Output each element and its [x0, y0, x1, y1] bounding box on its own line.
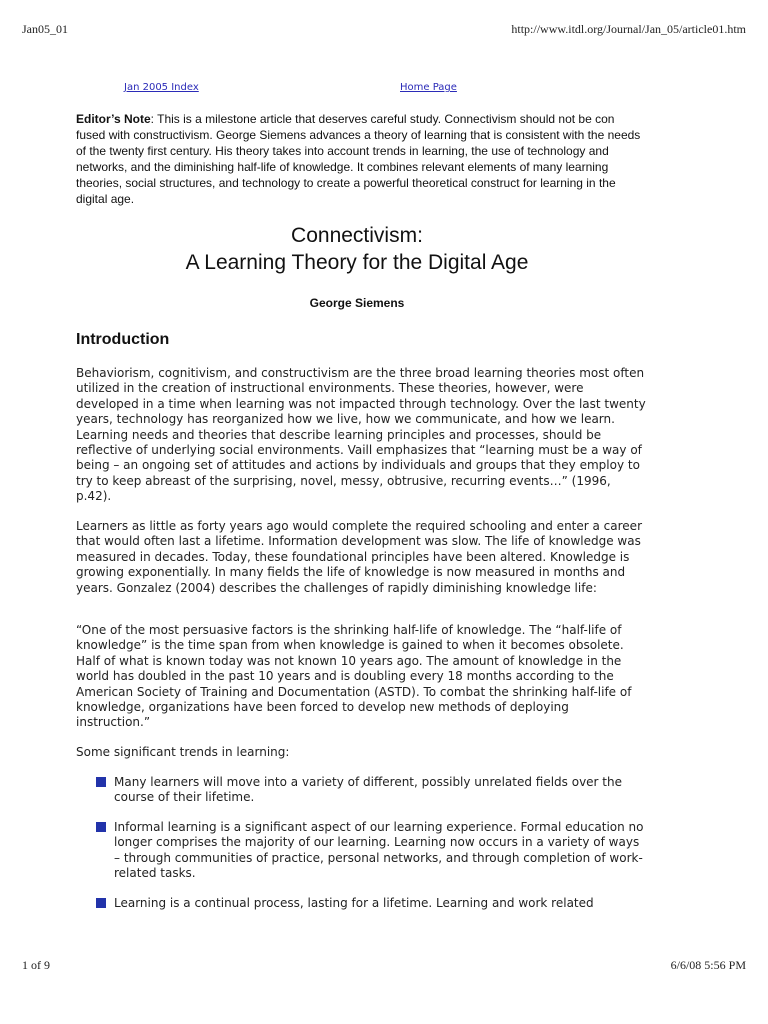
- editor-note-text: : This is a milestone article that deserves careful study. Connectivism should not be con fused with constructivism. George Siemens advances a theory of learning that is consistent with the needs of the twenty first century. His theory takes into account trends in learning, the use of technology and networks, and the diminishing half-life of knowledge. It combines relevant elements of many learning theories, social structures, and technology to create a powerful theoretical construct for learning in the digital age.: [76, 112, 641, 206]
- list-item: [96, 775, 646, 806]
- article-title-line1: Connectivism:: [291, 224, 423, 247]
- print-timestamp: 6/6/08 5:56 PM: [670, 958, 746, 972]
- page-count: 1 of 9: [22, 958, 50, 972]
- editor-note: [76, 111, 646, 207]
- article-title: [0, 222, 714, 276]
- page-header-title: Jan05_01: [22, 22, 68, 36]
- article-title-line2: A Learning Theory for the Digital Age: [185, 251, 529, 274]
- article-author: George Siemens: [309, 296, 405, 310]
- editor-note-label: Editor’s Note: [76, 112, 151, 126]
- list-item-text: Many learners will move into a variety of different, possibly unrelated fields over the course of their lifetime.: [114, 775, 623, 805]
- bullet-square-icon: [96, 777, 106, 787]
- paragraph-2: Learners as little as forty years ago would complete the required schooling and enter a career that would often last a lifetime. Information development was slow. The life of knowledge was measured in decades. Today, these foundational principles have been altered. Knowledge is growing exponentially. In many fields the life of knowledge is now measured in months and years. Gonzalez (2004) describes the challenges of rapidly diminishing knowledge life:: [76, 519, 642, 595]
- quote-paragraph: “One of the most persuasive factors is the shrinking half-life of knowledge. The “half-life of knowledge” is the time span from when knowledge is gained to when it becomes obsolete. Half of what is known today was not known 10 years ago. The amount of knowledge in the world has doubled in the past 10 years and is doubling every 18 months according to the American Society of Training and Documentation (ASTD). To combat the shrinking half-life of knowledge, organizations have been forced to develop new methods of deploying instruction.”: [76, 623, 632, 730]
- paragraph-1: Behaviorism, cognitivism, and constructivism are the three broad learning theories most often utilized in the creation of instructional environments. These theories, however, were developed in a time when learning was not impacted through technology. Over the last twenty years, technology has reorganized how we live, how we communicate, and how we learn. Learning needs and theories that describe learning principles and processes, should be reflective of underlying social environments. Vaill emphasizes that “learning must be a way of being – an ongoing set of attitudes and actions by individuals and groups that they employ to try to keep abreast of the surprising, novel, messy, obtrusive, recurring events…” (1996, p.42).: [76, 366, 646, 504]
- list-item: [96, 896, 646, 911]
- home-page-link[interactable]: Home Page: [400, 82, 457, 93]
- jan-2005-index-link[interactable]: Jan 2005 Index: [124, 82, 199, 93]
- trends-intro: Some significant trends in learning:: [76, 745, 290, 759]
- page-header-url: http://www.itdl.org/Journal/Jan_05/article01.htm: [511, 22, 746, 36]
- section-heading-introduction: Introduction: [76, 331, 170, 348]
- list-item-text: Learning is a continual process, lasting for a lifetime. Learning and work related: [114, 896, 594, 910]
- list-item-text: Informal learning is a significant aspect of our learning experience. Formal education no longer comprises the majority of our learning. Learning now occurs in a variety of ways – through communities of practice, personal networks, and through completion of work-related tasks.: [114, 820, 644, 881]
- list-item: [96, 820, 646, 882]
- bullet-square-icon: [96, 822, 106, 832]
- bullet-square-icon: [96, 898, 106, 908]
